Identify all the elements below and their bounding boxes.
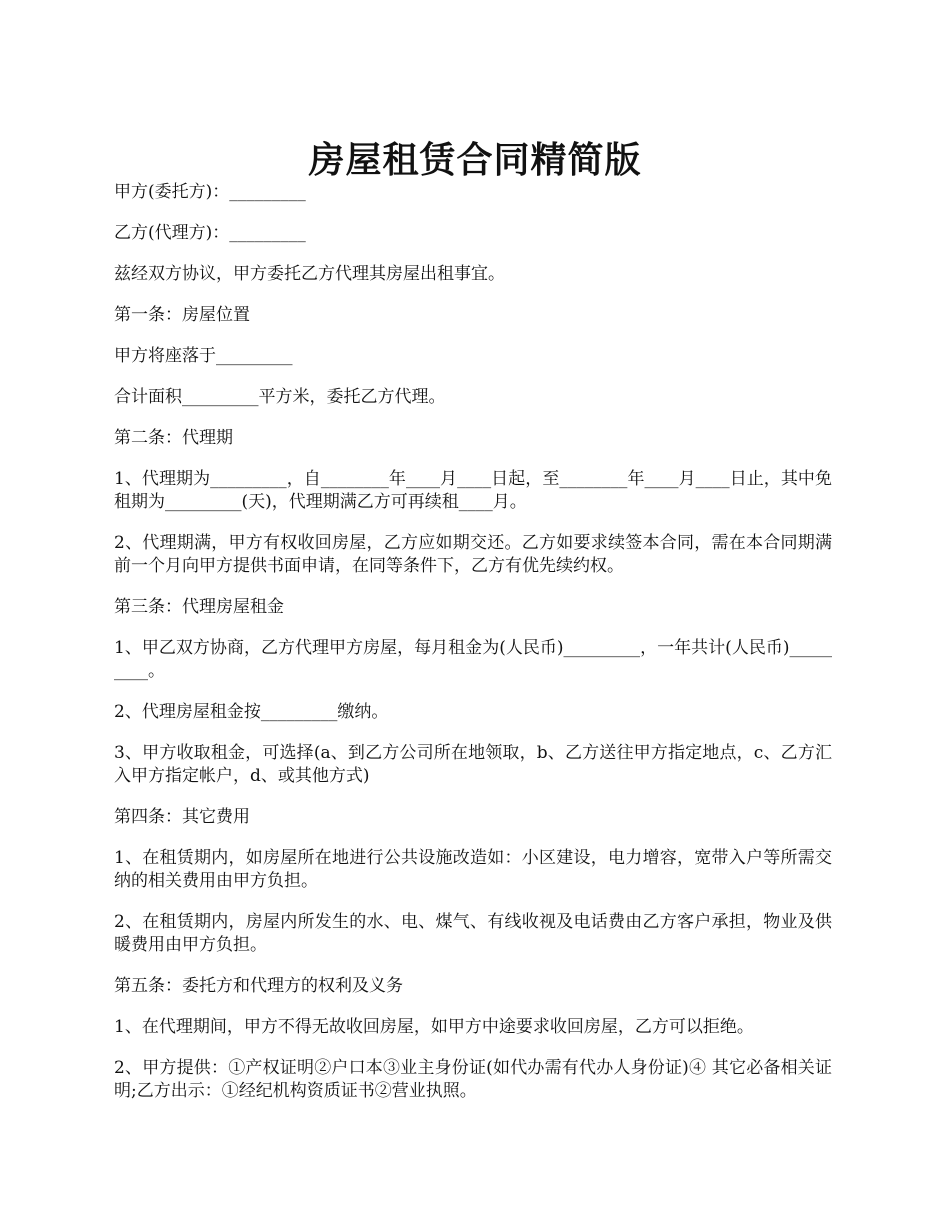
party-b-line: 乙方(代理方)：_________ [114,223,306,243]
contract-body [114,181,832,1121]
article-2-heading: 第二条：代理期 [114,428,233,448]
public-facility-fee-clause: 1、在租赁期内，如房屋所在地进行公共设施改造如：小区建设，电力增容，宽带入户等所需交纳的相关费用由甲方负担。 [114,848,832,891]
property-area-line: 合计面积_________平方米，委托乙方代理。 [114,387,446,407]
agreement-intro: 兹经双方协议，甲方委托乙方代理其房屋出租事宜。 [114,264,505,284]
property-location-line: 甲方将座落于_________ [114,346,293,366]
article-3-heading: 第三条：代理房屋租金 [114,597,284,617]
utility-fee-clause: 2、在租赁期内，房屋内所发生的水、电、煤气、有线收视及电话费由乙方客户承担，物业及供暖费用由甲方负担。 [114,912,832,955]
no-early-recall-clause: 1、在代理期间，甲方不得无故收回房屋，如甲方中途要求收回房屋，乙方可以拒绝。 [114,1017,754,1037]
article-4-heading: 第四条：其它费用 [114,807,250,827]
document-title: 房屋租赁合同精简版 [308,139,642,182]
rent-collection-clause: 3、甲方收取租金，可选择(a、到乙方公司所在地领取，b、乙方送往甲方指定地点，c、乙方汇入甲方指定帐户，d、或其他方式) [114,743,832,786]
documents-required-clause: 2、甲方提供：①产权证明②户口本③业主身份证(如代办需有代办人身份证)④ 其它必备相关证明;乙方出示：①经纪机构资质证书②营业执照。 [114,1058,832,1101]
article-5-heading: 第五条：委托方和代理方的权利及义务 [114,976,403,996]
rent-payment-clause: 2、代理房屋租金按_________缴纳。 [114,702,389,722]
party-a-line: 甲方(委托方)：_________ [114,182,306,202]
agency-period-clause: 1、代理期为_________，自________年____月____日起，至________年____月____日止，其中免租期为_________(天)，代理期满乙方可再续租____月。 [114,469,832,512]
monthly-rent-clause: 1、甲乙双方协商，乙方代理甲方房屋，每月租金为(人民币)_________，一年共计(人民币)_________。 [114,638,832,681]
agency-expiry-clause: 2、代理期满，甲方有权收回房屋，乙方应如期交还。乙方如要求续签本合同，需在本合同期满前一个月向甲方提供书面申请，在同等条件下，乙方有优先续约权。 [114,533,832,576]
article-1-heading: 第一条：房屋位置 [114,305,250,325]
